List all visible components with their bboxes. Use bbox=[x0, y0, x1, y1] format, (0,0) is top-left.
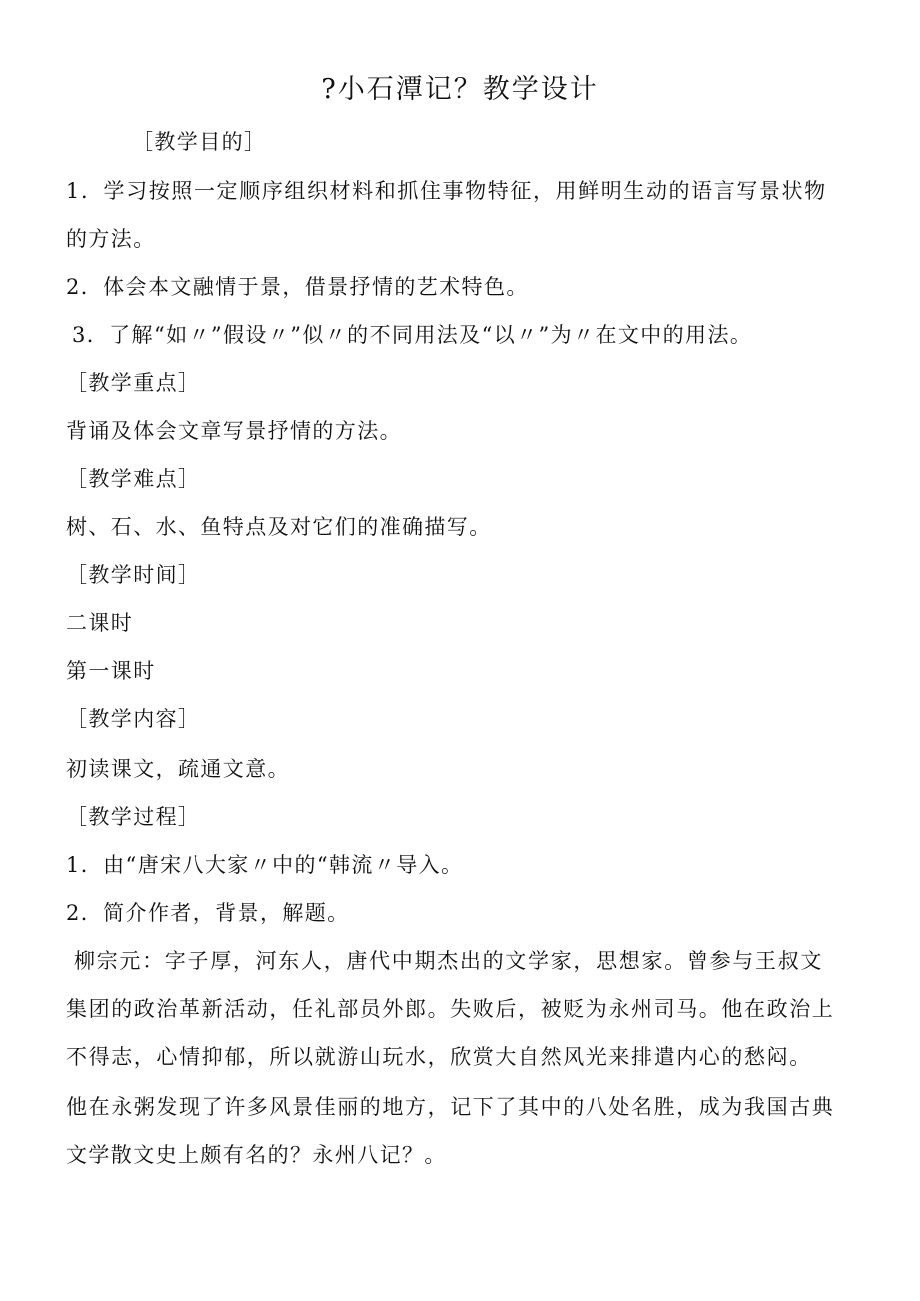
author-intro-line-3: 不得志，心情抑郁，所以就游山玩水，欣赏大自然风光来排遣内心的愁闷。 bbox=[66, 1045, 812, 1069]
author-intro-line-5: 文学散文史上颇有名的？永州八记？。 bbox=[66, 1143, 447, 1167]
teaching-focus-text: 背诵及体会文章写景抒情的方法。 bbox=[66, 419, 402, 443]
objective-3: 3．了解“如〃”假设〃”似〃的不同用法及“以〃”为〃在文中的用法。 bbox=[72, 323, 753, 347]
document-title: ?小石潭记？教学设计 bbox=[321, 74, 599, 105]
objective-1-line-1: 1．学习按照一定顺序组织材料和抓住事物特征，用鲜明生动的语言写景状物 bbox=[66, 179, 827, 203]
objective-1-line-2: 的方法。 bbox=[66, 227, 156, 251]
process-step-1: 1．由“唐宋八大家〃中的“韩流〃导入。 bbox=[66, 853, 464, 877]
first-lesson-label: 第一课时 bbox=[66, 659, 156, 683]
objective-2: 2．体会本文融情于景，借景抒情的艺术特色。 bbox=[66, 275, 529, 299]
teaching-content-text: 初读课文，疏通文意。 bbox=[66, 757, 290, 781]
process-step-2: 2．简介作者，背景，解题。 bbox=[66, 901, 350, 925]
author-intro-line-2: 集团的政治革新活动，任礼部员外郎。失败后，被贬为永州司马。他在政治上 bbox=[66, 997, 835, 1021]
teaching-difficulty-text: 树、石、水、鱼特点及对它们的准确描写。 bbox=[66, 515, 492, 539]
heading-teaching-content: ［教学内容］ bbox=[66, 707, 201, 731]
teaching-time-text: 二课时 bbox=[66, 611, 134, 635]
heading-teaching-process: ［教学过程］ bbox=[66, 805, 201, 829]
author-intro-line-1: 柳宗元：字子厚，河东人，唐代中期杰出的文学家，思想家。曾参与王叔文 bbox=[74, 949, 824, 973]
heading-teaching-objectives: ［教学目的］ bbox=[132, 130, 267, 154]
heading-teaching-focus: ［教学重点］ bbox=[66, 371, 201, 395]
heading-teaching-time: ［教学时间］ bbox=[66, 563, 201, 587]
author-intro-line-4: 他在永粥发现了许多风景佳丽的地方，记下了其中的八处名胜，成为我国古典 bbox=[66, 1095, 835, 1119]
heading-teaching-difficulty: ［教学难点］ bbox=[66, 467, 201, 491]
